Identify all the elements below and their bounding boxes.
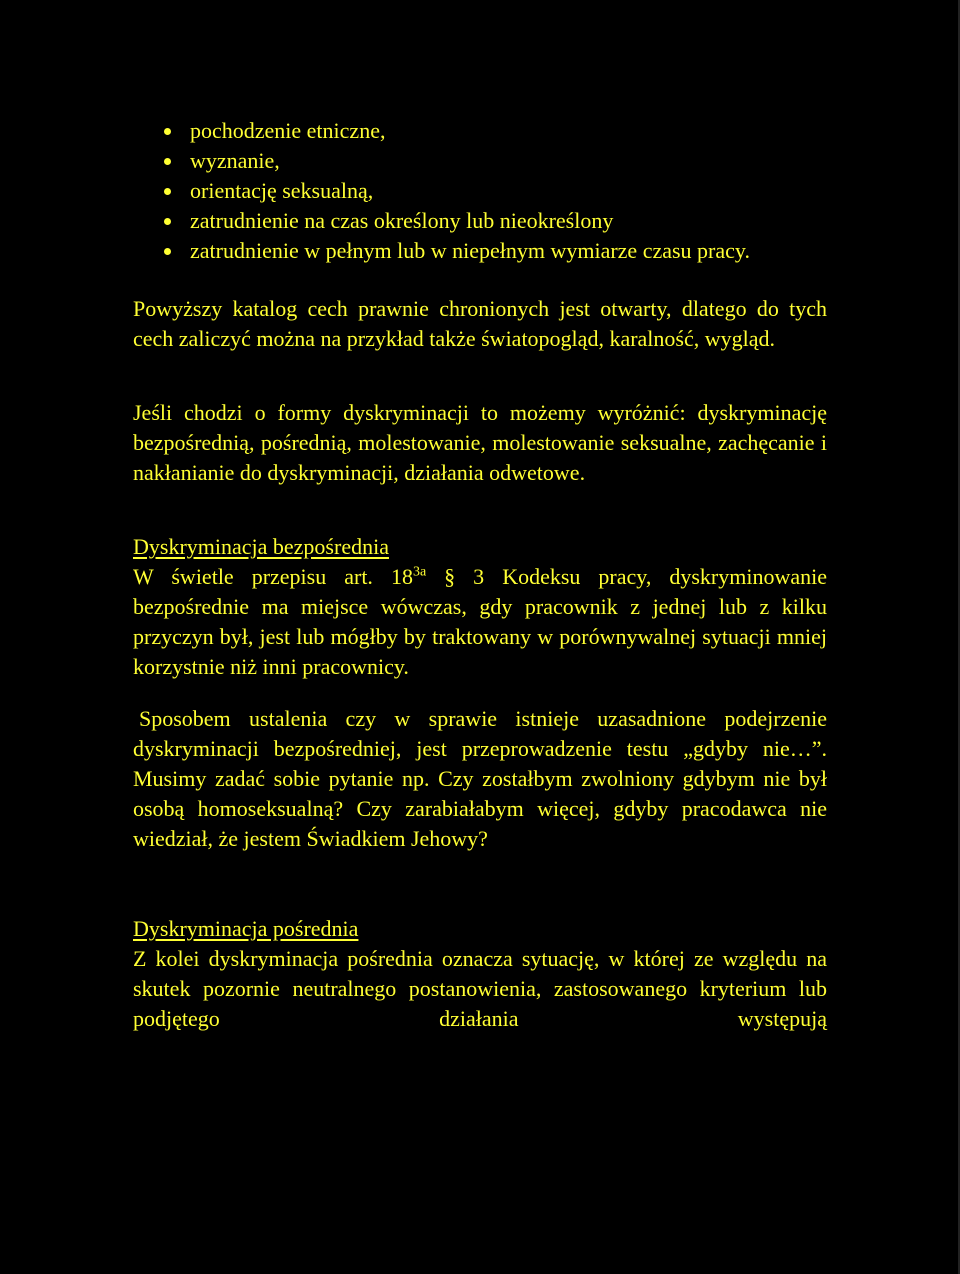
bullet-icon	[164, 158, 171, 165]
direct-text-start: W świetle przepisu art. 18	[133, 564, 413, 589]
bullet-icon	[164, 128, 171, 135]
direct-text-end: § 3 Kodeksu pracy, dyskryminowanie bezpośrednie ma miejsce wówczas, gdy pracownik z jednej lub z kilku przyczyn był, jest lub mógłby by traktowany w porównywalnej sytuacji mniej korzystnie niż inni pracownicy.	[133, 564, 827, 679]
catalog-paragraph: Powyższy katalog cech prawnie chronionych jest otwarty, dlatego do tych cech zaliczyć można na przykład także światopogląd, karalność, wygląd.	[133, 296, 827, 351]
list-item-text: pochodzenie etniczne,	[190, 118, 386, 143]
list-item-text: wyznanie,	[190, 148, 280, 173]
section-heading-direct: Dyskryminacja bezpośrednia	[133, 534, 389, 559]
indirect-discrimination-section	[133, 914, 827, 1034]
direct-discrimination-paragraph	[133, 562, 827, 682]
protected-traits-list	[133, 116, 827, 266]
list-item-text: zatrudnienie w pełnym lub w niepełnym wymiarze czasu pracy.	[190, 238, 750, 263]
list-item	[133, 176, 827, 206]
document-body	[133, 116, 827, 1034]
list-item	[133, 206, 827, 236]
forms-paragraph: Jeśli chodzi o formy dyskryminacji to możemy wyróżnić: dyskryminację bezpośrednią, pośrednią, molestowanie, molestowanie seksualne, zachęcanie i nakłanianie do dyskryminacji, działania odwetowe.	[133, 400, 827, 485]
list-item	[133, 236, 827, 266]
section-heading-indirect: Dyskryminacja pośrednia	[133, 916, 359, 941]
article-superscript: 3a	[412, 564, 427, 580]
indirect-discrimination-paragraph: Z kolei dyskryminacja pośrednia oznacza sytuację, w której ze względu na skutek pozornie neutralnego postanowienia, zastosowanego kryterium lub podjętego działania występują	[133, 946, 827, 1031]
list-item-text: orientację seksualną,	[190, 178, 374, 203]
list-item	[133, 146, 827, 176]
bullet-icon	[164, 248, 171, 255]
test-paragraph: Sposobem ustalenia czy w sprawie istnieje uzasadnione podejrzenie dyskryminacji bezpośredniej, jest przeprowadzenie testu „gdyby nie…”. Musimy zadać sobie pytanie np. Czy zostałbym zwolniony gdybym nie był osobą homoseksualną? Czy zarabiałabym więcej, gdyby pracodawca nie wiedział, że jestem Świadkiem Jehowy?	[133, 706, 827, 851]
bullet-icon	[164, 188, 171, 195]
list-item	[133, 116, 827, 146]
bullet-icon	[164, 218, 171, 225]
list-item-text: zatrudnienie na czas określony lub nieokreślony	[190, 208, 614, 233]
direct-discrimination-section	[133, 532, 827, 682]
